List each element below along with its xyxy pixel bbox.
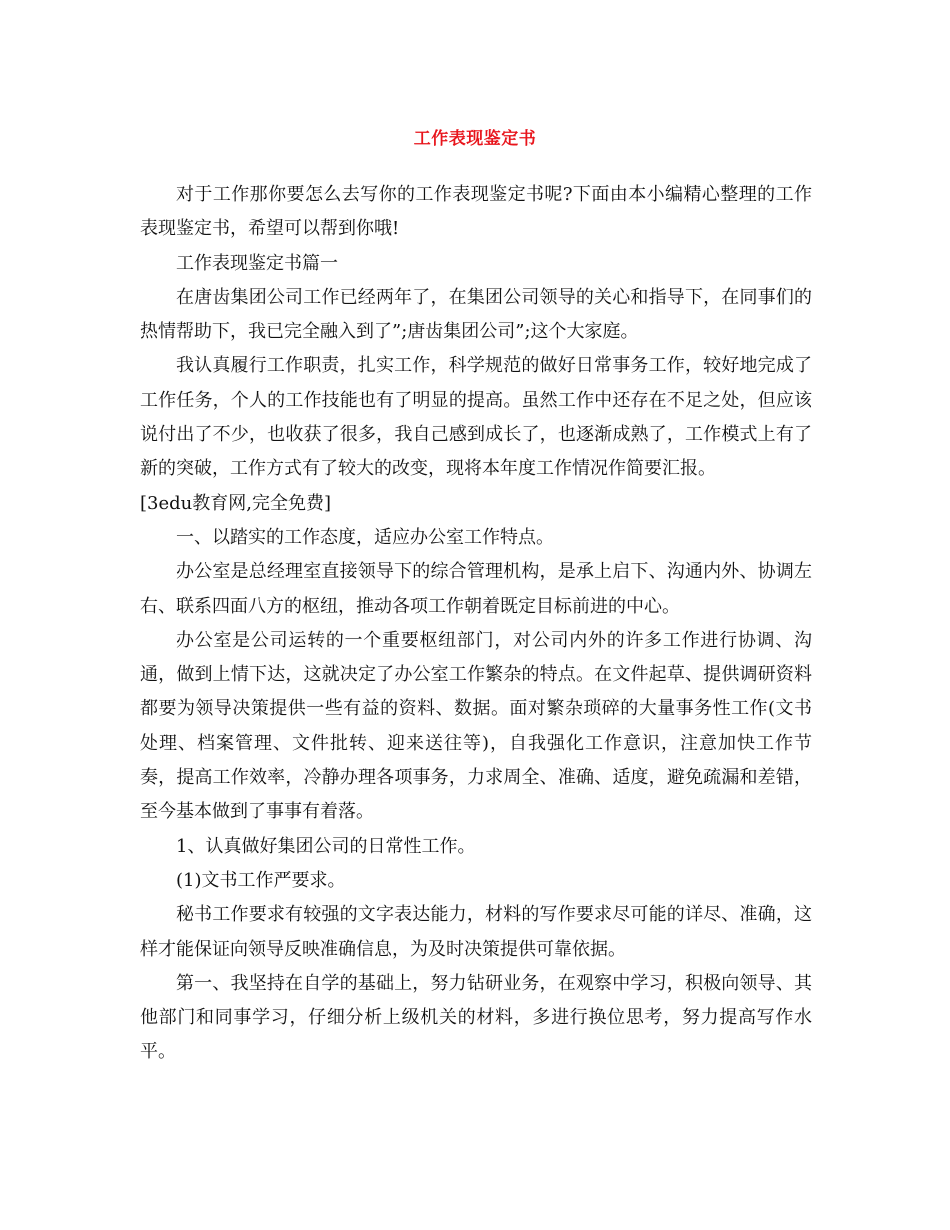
document-body: [140, 178, 812, 1070]
paragraph-section-heading: 工作表现鉴定书篇一: [176, 252, 338, 274]
paragraph: 第一、我坚持在自学的基础上，努力钻研业务，在观察中学习，积极向领导、其他部门和同事学习，仔细分析上级机关的材料，多进行换位思考，努力提高写作水平。: [140, 972, 812, 1063]
paragraph: 办公室是总经理室直接领导下的综合管理机构，是承上启下、沟通内外、协调左右、联系四面八方的枢纽，推动各项工作朝着既定目标前进的中心。: [140, 561, 812, 617]
paragraph: 我认真履行工作职责，扎实工作，科学规范的做好日常事务工作，较好地完成了工作任务，个人的工作技能也有了明显的提高。虽然工作中还存在不足之处，但应该说付出了不少，也收获了很多，我自己感到成长了，也逐渐成熟了，工作模式上有了新的突破，工作方式有了较大的改变，现将本年度工作情况作简要汇报。: [140, 355, 812, 480]
paragraph-heading: 一、以踏实的工作态度，适应办公室工作特点。: [176, 526, 554, 548]
paragraph-heading: 1、认真做好集团公司的日常性工作。: [176, 835, 476, 857]
paragraph: 在唐齿集团公司工作已经两年了，在集团公司领导的关心和指导下，在同事们的热情帮助下，我已完全融入到了”;唐齿集团公司”;这个大家庭。: [140, 286, 812, 343]
paragraph-intro: 对于工作那你要怎么去写你的工作表现鉴定书呢?下面由本小编精心整理的工作表现鉴定书，希望可以帮到你哦!: [140, 184, 812, 240]
paragraph: 秘书工作要求有较强的文字表达能力，材料的写作要求尽可能的详尽、准确，这样才能保证向领导反映准确信息，为及时决策提供可靠依据。: [140, 904, 812, 960]
source-note: [3edu教育网,完全免费]: [140, 492, 331, 514]
paragraph-subheading: (1)文书工作严要求。: [176, 869, 346, 891]
paragraph: 办公室是公司运转的一个重要枢纽部门，对公司内外的许多工作进行协调、沟通，做到上情下达，这就决定了办公室工作繁杂的特点。在文件起草、提供调研资料都要为领导决策提供一些有益的资料、数据。面对繁杂琐碎的大量事务性工作(文书处理、档案管理、文件批转、迎来送往等)，自我强化工作意识，注意加快工作节奏，提高工作效率，冷静办理各项事务，力求周全、准确、适度，避免疏漏和差错，至今基本做到了事事有着落。: [140, 629, 812, 823]
document-title: 工作表现鉴定书: [413, 129, 537, 149]
